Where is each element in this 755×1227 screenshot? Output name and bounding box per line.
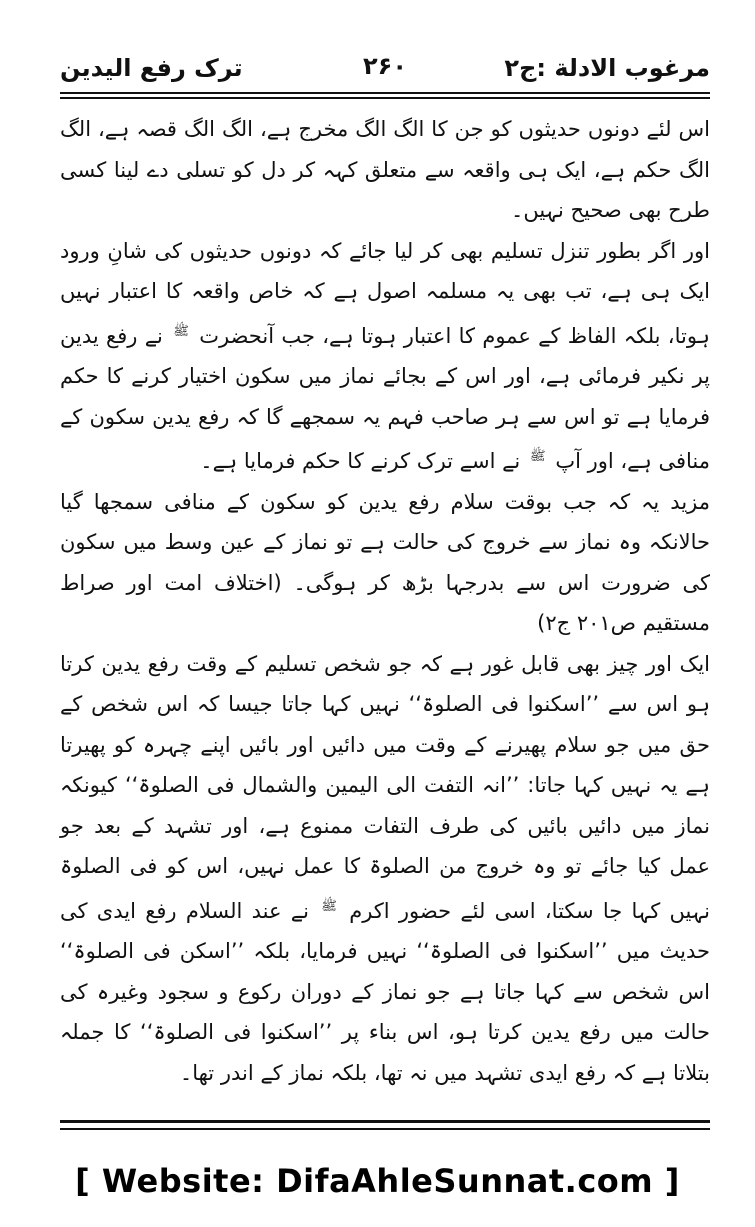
paragraph-4 <box>60 644 710 1094</box>
footer-rule-thin <box>60 1128 710 1130</box>
chapter-title: ترک رفع الیدین <box>60 54 243 82</box>
paragraph-4-text-b: نے عند السلام رفع ایدی کی حدیث میں ’’اسکنوا فی الصلوۃ‘‘ نہیں فرمایا، بلکہ ’’اسکن فی الصلوۃ‘‘ اس شخص سے کہا جاتا ہے جو نماز کے دوران رکوع و سجود وغیرہ کی حالت میں رفع یدین کرتا ہو، اس بناء پر ’’اسکنوا فی الصلوۃ‘‘ کا جملہ بتلاتا ہے کہ رفع ایدی تشہد میں نہ تھا، بلکہ نماز کے اندر تھا۔ <box>60 898 710 1085</box>
paragraph-4-text-a: ایک اور چیز بھی قابل غور ہے کہ جو شخص تسلیم کے وقت رفع یدین کرتا ہو اس سے ’’اسکنوا فی الصلوۃ‘‘ نہیں کہا جاتا جیسا کہ اس شخص کے حق میں جو سلام پھیرنے کے وقت میں دائیں اور بائیں اپنے چہرہ کو پھیرتا ہے یہ نہیں کہا جاتا: ’’انہ التفت الی الیمین والشمال فی الصلوۃ‘‘ کیونکہ نماز میں دائیں بائیں کی طرف التفات ممنوع ہے، اور تشہد کے بعد جو عمل کیا جائے تو وہ خروج من الصلوۃ کا عمل نہیں، اس کو فی الصلوۃ نہیں کہا جا سکتا، اسی لئے حضور اکرم <box>60 651 710 923</box>
page <box>60 40 710 1093</box>
paragraph-3 <box>60 482 710 644</box>
paragraph-2-text-a: اور اگر بطور تنزل تسلیم بھی کر لیا جائے کہ دونوں حدیثوں کی شانِ ورود ایک ہی ہے، تب بھی یہ مسلمہ اصول ہے کہ خاص واقعہ کا اعتبار نہیں ہوتا، بلکہ الفاظ کے عموم کا اعتبار ہوتا ہے، جب آنحضرت <box>60 238 710 348</box>
paragraph-1 <box>60 109 710 231</box>
paragraph-1-text: اس لئے دونوں حدیثوں کو جن کا الگ الگ مخرج ہے، الگ الگ قصہ ہے، الگ الگ حکم ہے، ایک ہی واقعہ سے متعلق کہہ کر دل کو تسلی دے لینا کسی طرح بھی صحیح نہیں۔ <box>60 117 710 222</box>
page-header <box>60 40 710 92</box>
book-title: مرغوب الادلة :ج۲ <box>504 54 710 82</box>
footer-rule-thick <box>60 1120 710 1123</box>
paragraph-3-text: مزید یہ کہ جب بوقت سلام رفع یدین کو سکون کے منافی سمجھا گیا حالانکہ وہ نماز سے خروج کی حالت ہے تو نماز کے عین وسط میں سکون کی ضرورت اس سے بدرجہا بڑھ کر ہوگی۔ (اختلاف امت اور صراط مستقیم ص۲۰۱ ج۲) <box>60 489 710 635</box>
header-divider <box>60 92 710 99</box>
paragraph-2 <box>60 231 710 482</box>
page-number: ۲۶۰ <box>363 52 407 80</box>
salutation-glyph: ﷺ <box>321 898 337 914</box>
footer-divider <box>60 1120 710 1130</box>
salutation-glyph: ﷺ <box>173 323 189 339</box>
paragraph-2-text-c: نے اسے ترک کرنے کا حکم فرمایا ہے۔ <box>200 449 521 473</box>
paragraph-2-text-b: نے رفع یدین پر نکیر فرمائی ہے، اور اس کے بجائے نماز میں سکون اختیار کرنے کا حکم فرمایا ہے تو اس سے ہر صاحب فہم یہ سمجھے گا کہ رفع یدین سکون کے منافی ہے، اور آپ <box>60 323 710 473</box>
body-text <box>60 109 710 1093</box>
salutation-glyph: ﷺ <box>529 449 546 464</box>
website-footer: [ Website: DifaAhleSunnat.com ] <box>75 1162 680 1200</box>
